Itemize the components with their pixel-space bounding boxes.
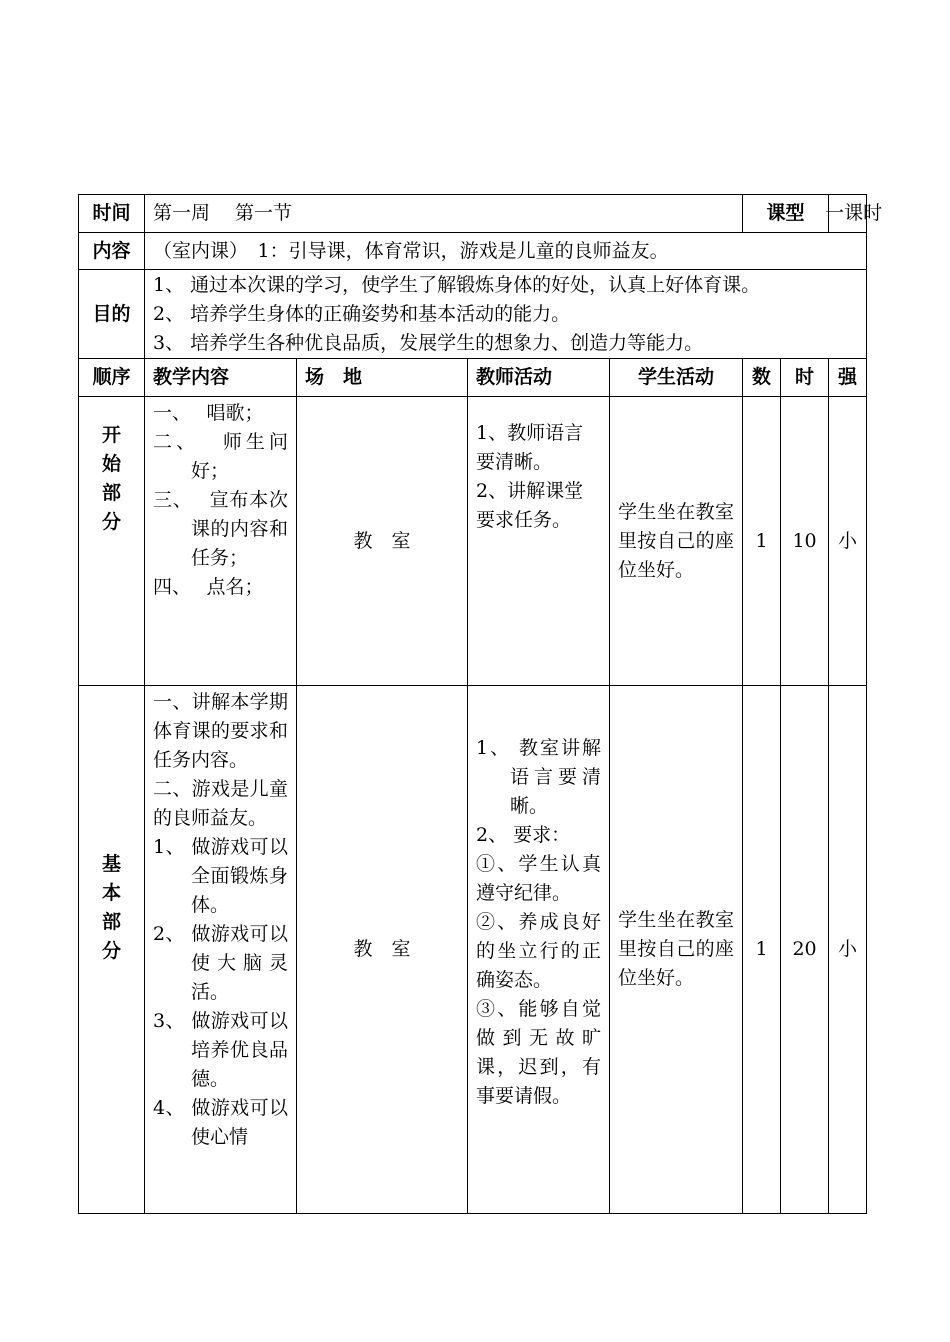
col-order: 顺序 bbox=[79, 359, 145, 397]
time-row bbox=[79, 195, 867, 233]
teacher-item: ①、学生认真遵守纪律。 bbox=[476, 853, 601, 904]
col-venue: 场 地 bbox=[297, 359, 468, 397]
type-label: 课型 bbox=[743, 195, 829, 233]
content-item: 一、讲解本学期体育课的要求和任务内容。 bbox=[153, 691, 288, 771]
time-value: 第一周 第一节 bbox=[145, 195, 743, 233]
goal-label: 目的 bbox=[79, 270, 145, 359]
goal-row bbox=[79, 270, 867, 359]
section-title: 基 本 部 分 bbox=[79, 686, 145, 1214]
content-item: 一、 唱歌； bbox=[153, 402, 264, 424]
content-item: 4、 做游戏可以使心情 bbox=[153, 1097, 288, 1148]
teacher-item: 1、教师语言要清晰。 bbox=[476, 422, 584, 473]
content-item: 四、 点名； bbox=[153, 576, 264, 598]
content-item: 3、 做游戏可以培养优良品德。 bbox=[153, 1010, 288, 1090]
col-intensity: 强 bbox=[829, 359, 867, 397]
section-venue: 教 室 bbox=[297, 686, 468, 1214]
teacher-item: ②、养成良好的坐立行的正确姿态。 bbox=[476, 911, 601, 991]
content-value: （室内课） 1：引导课，体育常识，游戏是儿童的良师益友。 bbox=[145, 233, 867, 270]
teacher-item: 1、 教室讲解语言要清晰。 bbox=[476, 737, 601, 817]
col-student: 学生活动 bbox=[610, 359, 743, 397]
section-content bbox=[145, 686, 297, 1214]
col-count: 数 bbox=[743, 359, 781, 397]
goal-item: 3、 培养学生各种优良品质，发展学生的想象力、创造力等能力。 bbox=[153, 331, 704, 354]
section-student: 学生坐在教室里按自己的座位坐好。 bbox=[610, 686, 743, 1214]
time-label: 时间 bbox=[79, 195, 145, 233]
teacher-item: ③、能够自觉做到无故旷课，迟到，有事要请假。 bbox=[476, 998, 601, 1107]
teacher-item: 2、讲解课堂要求任务。 bbox=[476, 480, 584, 531]
section-time: 10 bbox=[781, 397, 829, 686]
section-teacher bbox=[468, 397, 610, 686]
teacher-item: 2、 要求： bbox=[476, 824, 571, 846]
content-label: 内容 bbox=[79, 233, 145, 270]
section-content bbox=[145, 397, 297, 686]
lesson-plan-table bbox=[78, 194, 883, 1214]
section-teacher bbox=[468, 686, 610, 1214]
section-row-start bbox=[79, 397, 867, 686]
goal-item: 1、 通过本次课的学习，使学生了解锻炼身体的好处，认真上好体育课。 bbox=[153, 273, 761, 296]
content-item: 1、 做游戏可以全面锻炼身体。 bbox=[153, 836, 288, 916]
section-row-basic bbox=[79, 686, 867, 1214]
content-item: 二、游戏是儿童的良师益友。 bbox=[153, 778, 288, 829]
column-header-row bbox=[79, 359, 867, 397]
type-value: 一课时 bbox=[829, 195, 867, 233]
col-teacher: 教师活动 bbox=[468, 359, 610, 397]
section-count: 1 bbox=[743, 397, 781, 686]
content-row bbox=[79, 233, 867, 270]
section-intensity: 小 bbox=[829, 397, 867, 686]
section-intensity: 小 bbox=[829, 686, 867, 1214]
section-student: 学生坐在教室里按自己的座位坐好。 bbox=[610, 397, 743, 686]
section-venue: 教 室 bbox=[297, 397, 468, 686]
section-title: 开 始 部 分 bbox=[79, 397, 145, 686]
goal-list bbox=[145, 270, 867, 359]
content-item: 三、 宣布本次课的内容和任务； bbox=[153, 489, 288, 569]
content-item: 二、 师生问好； bbox=[153, 431, 288, 482]
goal-item: 2、 培养学生身体的正确姿势和基本活动的能力。 bbox=[153, 302, 571, 325]
col-time: 时 bbox=[781, 359, 829, 397]
section-count: 1 bbox=[743, 686, 781, 1214]
content-item: 2、 做游戏可以使大脑灵活。 bbox=[153, 923, 288, 1003]
col-content: 教学内容 bbox=[145, 359, 297, 397]
section-time: 20 bbox=[781, 686, 829, 1214]
